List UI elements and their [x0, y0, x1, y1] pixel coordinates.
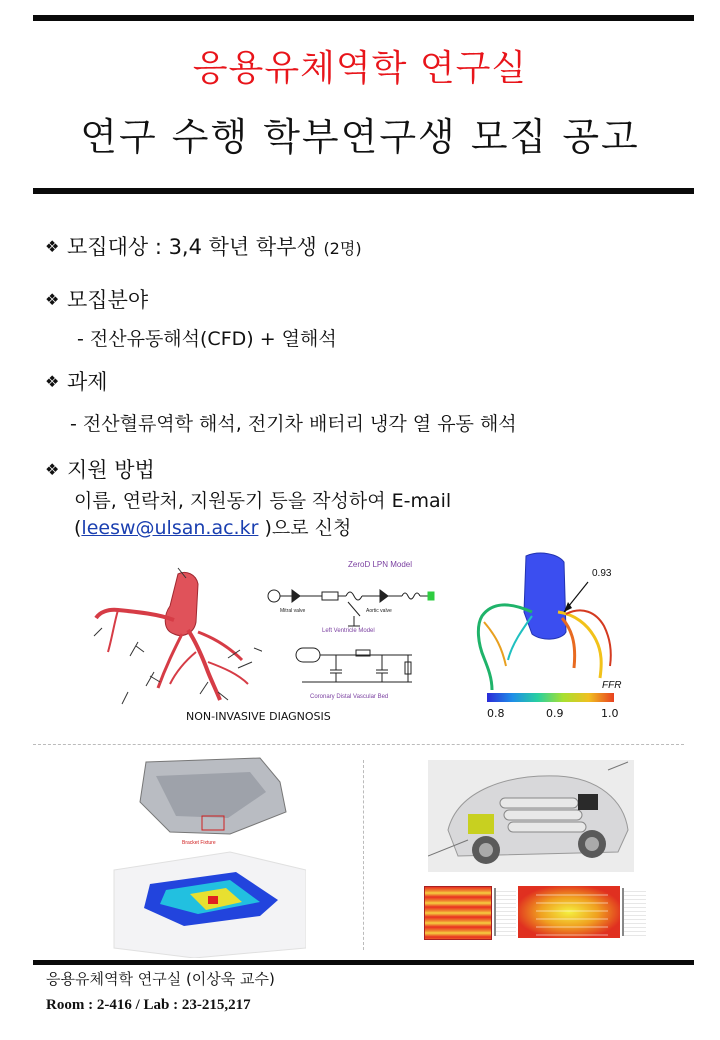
apply-instructions — [74, 488, 451, 542]
diamond-bullet-icon: ❖ — [45, 372, 60, 391]
apply-line1: 이름, 연락처, 지원동기 등을 작성하여 E-mail — [74, 490, 452, 512]
apply-heading: 지원 방법 — [67, 458, 155, 482]
dashed-vertical-divider — [363, 760, 364, 950]
ffr-tree-figure — [462, 552, 634, 702]
vehicle-frame-figure — [110, 752, 306, 958]
lpn-model-diagram — [262, 558, 438, 708]
ffr-value-label: 0.93 — [592, 568, 612, 579]
top-rule — [33, 15, 694, 21]
heatmap-left-legend — [494, 888, 516, 936]
notice-title: 연구 수행 학부연구생 모집 공고 — [80, 115, 640, 159]
diamond-bullet-icon: ❖ — [45, 290, 60, 309]
diagnosis-caption: NON-INVASIVE DIAGNOSIS — [186, 710, 331, 723]
target-label: 모집대상 : 3,4 학년 학부생 — [67, 235, 317, 259]
email-link[interactable]: leesw@ulsan.ac.kr — [81, 517, 259, 539]
mitral-label: Mitral valve — [280, 608, 306, 614]
task-item: - 전산혈류역학 해석, 전기차 배터리 냉각 열 유동 해석 — [70, 413, 517, 435]
ffr-label: FFR — [602, 680, 622, 691]
dashed-divider — [33, 744, 684, 745]
heatmap-right-legend — [622, 888, 646, 936]
header-rule — [33, 188, 694, 194]
field-heading: 모집분야 — [67, 288, 149, 312]
diamond-bullet-icon: ❖ — [45, 460, 60, 479]
bracket-label: Bracket Fixture — [182, 840, 216, 846]
target-count: (2명) — [323, 239, 362, 258]
field-item: - 전산유동해석(CFD) + 열해석 — [77, 328, 337, 350]
section-field — [45, 284, 148, 314]
bottom-rule — [33, 960, 694, 965]
section-target — [45, 231, 362, 261]
apply-line2 — [74, 515, 451, 542]
ev-battery-figure — [428, 760, 634, 872]
heatmap-left — [424, 886, 492, 940]
colorbar-tick-high: 1.0 — [601, 707, 619, 720]
cdvb-label: Coronary Distal Vascular Bed — [310, 694, 389, 700]
footer-room-info: Room : 2-416 / Lab : 23-215,217 — [46, 997, 251, 1013]
section-apply — [45, 454, 155, 484]
diamond-bullet-icon: ❖ — [45, 237, 60, 256]
footer-lab-professor: 응용유체역학 연구실 (이상욱 교수) — [46, 970, 275, 988]
task-heading: 과제 — [67, 370, 108, 394]
section-task — [45, 366, 108, 396]
colorbar-tick-mid: 0.9 — [546, 707, 564, 720]
heatmap-right-stripes — [536, 888, 608, 936]
lv-label: Left Ventricle Model — [322, 628, 375, 634]
coronary-tree-figure — [78, 562, 278, 712]
aortic-label: Aortic valve — [366, 608, 392, 614]
lab-title: 응용유체역학 연구실 — [192, 48, 528, 89]
ffr-colorbar — [487, 693, 614, 702]
colorbar-tick-low: 0.8 — [487, 707, 505, 720]
lpn-title: ZeroD LPN Model — [348, 560, 413, 569]
apply-line2-rest: )으로 신청 — [264, 517, 352, 539]
apply-paren-open: ( — [74, 517, 82, 539]
